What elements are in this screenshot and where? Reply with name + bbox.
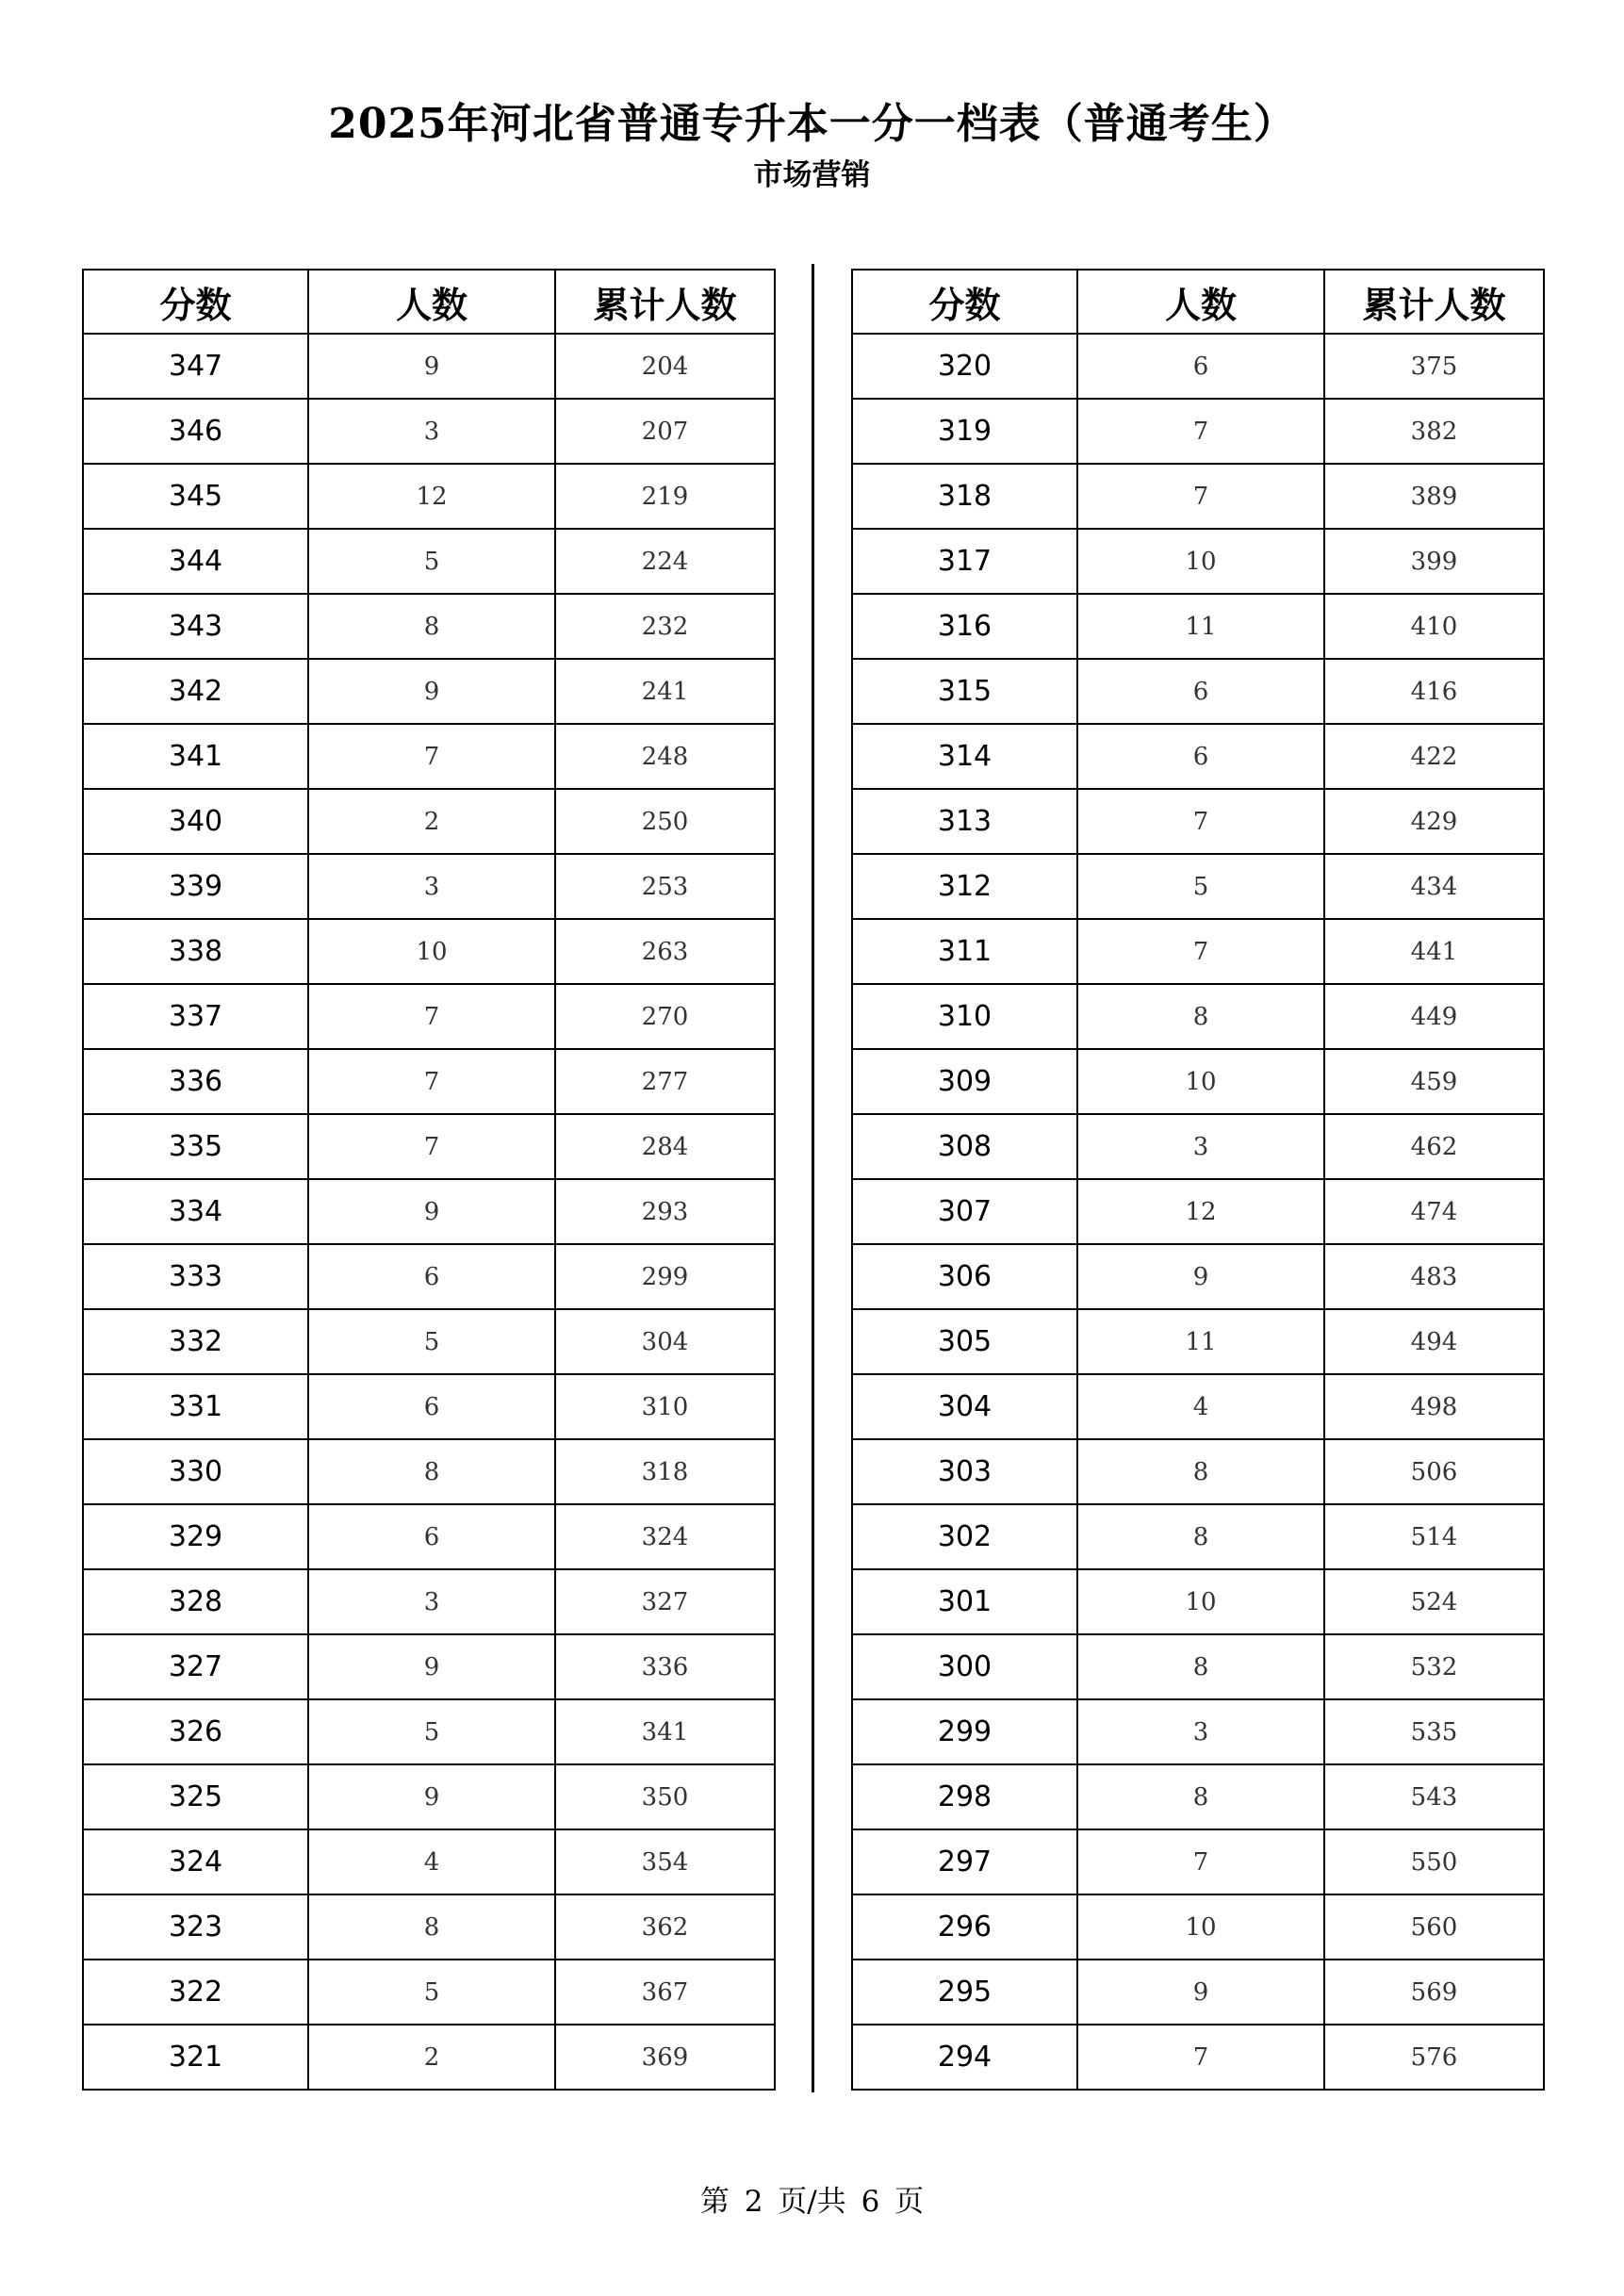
table-row xyxy=(852,659,1544,724)
count-cell: 7 xyxy=(1077,399,1324,464)
cumulative-cell: 535 xyxy=(1324,1699,1544,1764)
count-cell: 9 xyxy=(308,334,555,399)
score-cell: 339 xyxy=(83,854,308,919)
header-cumulative: 累计人数 xyxy=(1324,270,1544,334)
table-row xyxy=(852,1634,1544,1699)
cumulative-cell: 204 xyxy=(555,334,775,399)
cumulative-cell: 382 xyxy=(1324,399,1544,464)
count-cell: 7 xyxy=(1077,789,1324,854)
count-cell: 8 xyxy=(1077,1439,1324,1504)
table-row xyxy=(852,1374,1544,1439)
count-cell: 6 xyxy=(308,1244,555,1309)
cumulative-cell: 569 xyxy=(1324,1960,1544,2025)
cumulative-cell: 416 xyxy=(1324,659,1544,724)
table-row xyxy=(852,594,1544,659)
score-cell: 335 xyxy=(83,1114,308,1179)
score-cell: 319 xyxy=(852,399,1077,464)
cumulative-cell: 367 xyxy=(555,1960,775,2025)
score-cell: 341 xyxy=(83,724,308,789)
table-row xyxy=(852,1114,1544,1179)
header-score: 分数 xyxy=(852,270,1077,334)
score-cell: 347 xyxy=(83,334,308,399)
table-row xyxy=(83,1439,775,1504)
count-cell: 8 xyxy=(1077,1504,1324,1569)
count-cell: 4 xyxy=(308,1829,555,1894)
count-cell: 8 xyxy=(308,594,555,659)
score-cell: 307 xyxy=(852,1179,1077,1244)
cumulative-cell: 532 xyxy=(1324,1634,1544,1699)
cumulative-cell: 299 xyxy=(555,1244,775,1309)
count-cell: 3 xyxy=(1077,1114,1324,1179)
score-cell: 337 xyxy=(83,984,308,1049)
score-cell: 343 xyxy=(83,594,308,659)
cumulative-cell: 304 xyxy=(555,1309,775,1374)
score-cell: 297 xyxy=(852,1829,1077,1894)
count-cell: 9 xyxy=(1077,1244,1324,1309)
table-row xyxy=(83,919,775,984)
table-row xyxy=(852,724,1544,789)
score-cell: 304 xyxy=(852,1374,1077,1439)
table-row xyxy=(852,1960,1544,2025)
table-row xyxy=(852,1764,1544,1829)
cumulative-cell: 506 xyxy=(1324,1439,1544,1504)
cumulative-cell: 459 xyxy=(1324,1049,1544,1114)
count-cell: 7 xyxy=(1077,919,1324,984)
cumulative-cell: 253 xyxy=(555,854,775,919)
score-cell: 326 xyxy=(83,1699,308,1764)
table-row xyxy=(852,1894,1544,1960)
cumulative-cell: 263 xyxy=(555,919,775,984)
count-cell: 9 xyxy=(308,1764,555,1829)
cumulative-cell: 341 xyxy=(555,1699,775,1764)
score-cell: 312 xyxy=(852,854,1077,919)
table-row xyxy=(83,594,775,659)
score-cell: 329 xyxy=(83,1504,308,1569)
table-row xyxy=(83,1829,775,1894)
count-cell: 7 xyxy=(1077,2025,1324,2090)
page-footer: 第 2 页/共 6 页 xyxy=(699,2185,925,2219)
count-cell: 12 xyxy=(1077,1179,1324,1244)
cumulative-cell: 350 xyxy=(555,1764,775,1829)
count-cell: 8 xyxy=(1077,984,1324,1049)
score-cell: 331 xyxy=(83,1374,308,1439)
cumulative-cell: 441 xyxy=(1324,919,1544,984)
score-table-right-body xyxy=(852,334,1544,2090)
score-cell: 334 xyxy=(83,1179,308,1244)
table-row xyxy=(83,529,775,594)
table-row xyxy=(852,1309,1544,1374)
score-cell: 302 xyxy=(852,1504,1077,1569)
table-row xyxy=(83,1114,775,1179)
score-cell: 309 xyxy=(852,1049,1077,1114)
score-cell: 311 xyxy=(852,919,1077,984)
score-cell: 344 xyxy=(83,529,308,594)
table-row xyxy=(83,334,775,399)
table-row xyxy=(852,2025,1544,2090)
score-cell: 308 xyxy=(852,1114,1077,1179)
score-cell: 325 xyxy=(83,1764,308,1829)
table-row xyxy=(852,854,1544,919)
count-cell: 12 xyxy=(308,464,555,529)
count-cell: 7 xyxy=(308,1049,555,1114)
score-cell: 320 xyxy=(852,334,1077,399)
count-cell: 9 xyxy=(1077,1960,1324,2025)
count-cell: 7 xyxy=(1077,1829,1324,1894)
table-row xyxy=(83,659,775,724)
table-header-row xyxy=(852,270,1544,334)
count-cell: 7 xyxy=(308,724,555,789)
score-cell: 321 xyxy=(83,2025,308,2090)
table-row xyxy=(852,1504,1544,1569)
score-cell: 306 xyxy=(852,1244,1077,1309)
header-count: 人数 xyxy=(308,270,555,334)
table-row xyxy=(852,334,1544,399)
cumulative-cell: 318 xyxy=(555,1439,775,1504)
cumulative-cell: 207 xyxy=(555,399,775,464)
count-cell: 9 xyxy=(308,1179,555,1244)
table-row xyxy=(852,1439,1544,1504)
cumulative-cell: 241 xyxy=(555,659,775,724)
cumulative-cell: 277 xyxy=(555,1049,775,1114)
cumulative-cell: 434 xyxy=(1324,854,1544,919)
score-cell: 303 xyxy=(852,1439,1077,1504)
score-cell: 317 xyxy=(852,529,1077,594)
count-cell: 3 xyxy=(308,854,555,919)
table-row xyxy=(83,1699,775,1764)
score-cell: 323 xyxy=(83,1894,308,1960)
count-cell: 10 xyxy=(1077,529,1324,594)
score-cell: 315 xyxy=(852,659,1077,724)
score-cell: 318 xyxy=(852,464,1077,529)
count-cell: 5 xyxy=(308,1309,555,1374)
column-divider xyxy=(812,264,814,2092)
score-cell: 296 xyxy=(852,1894,1077,1960)
count-cell: 3 xyxy=(308,1569,555,1634)
count-cell: 6 xyxy=(308,1504,555,1569)
count-cell: 6 xyxy=(308,1374,555,1439)
table-row xyxy=(852,1829,1544,1894)
score-cell: 298 xyxy=(852,1764,1077,1829)
count-cell: 8 xyxy=(1077,1634,1324,1699)
table-row xyxy=(83,399,775,464)
table-row xyxy=(852,1244,1544,1309)
score-cell: 294 xyxy=(852,2025,1077,2090)
cumulative-cell: 410 xyxy=(1324,594,1544,659)
cumulative-cell: 498 xyxy=(1324,1374,1544,1439)
count-cell: 11 xyxy=(1077,1309,1324,1374)
cumulative-cell: 449 xyxy=(1324,984,1544,1049)
score-cell: 316 xyxy=(852,594,1077,659)
score-cell: 295 xyxy=(852,1960,1077,2025)
table-row xyxy=(83,1960,775,2025)
count-cell: 6 xyxy=(1077,659,1324,724)
score-cell: 336 xyxy=(83,1049,308,1114)
table-row xyxy=(83,2025,775,2090)
table-row xyxy=(83,724,775,789)
count-cell: 2 xyxy=(308,2025,555,2090)
score-cell: 305 xyxy=(852,1309,1077,1374)
score-cell: 322 xyxy=(83,1960,308,2025)
cumulative-cell: 375 xyxy=(1324,334,1544,399)
score-cell: 340 xyxy=(83,789,308,854)
cumulative-cell: 219 xyxy=(555,464,775,529)
count-cell: 2 xyxy=(308,789,555,854)
count-cell: 5 xyxy=(308,1960,555,2025)
table-row xyxy=(852,529,1544,594)
score-cell: 314 xyxy=(852,724,1077,789)
page-subtitle: 市场营销 xyxy=(753,158,871,192)
score-cell: 342 xyxy=(83,659,308,724)
count-cell: 3 xyxy=(1077,1699,1324,1764)
score-cell: 332 xyxy=(83,1309,308,1374)
score-cell: 346 xyxy=(83,399,308,464)
cumulative-cell: 336 xyxy=(555,1634,775,1699)
cumulative-cell: 514 xyxy=(1324,1504,1544,1569)
cumulative-cell: 362 xyxy=(555,1894,775,1960)
count-cell: 5 xyxy=(308,529,555,594)
count-cell: 10 xyxy=(1077,1049,1324,1114)
count-cell: 10 xyxy=(1077,1894,1324,1960)
table-row xyxy=(852,1179,1544,1244)
score-cell: 299 xyxy=(852,1699,1077,1764)
table-row xyxy=(83,1179,775,1244)
table-row xyxy=(83,1634,775,1699)
cumulative-cell: 422 xyxy=(1324,724,1544,789)
cumulative-cell: 524 xyxy=(1324,1569,1544,1634)
cumulative-cell: 560 xyxy=(1324,1894,1544,1960)
cumulative-cell: 293 xyxy=(555,1179,775,1244)
count-cell: 6 xyxy=(1077,724,1324,789)
table-row xyxy=(83,1569,775,1634)
cumulative-cell: 483 xyxy=(1324,1244,1544,1309)
cumulative-cell: 270 xyxy=(555,984,775,1049)
count-cell: 8 xyxy=(1077,1764,1324,1829)
score-cell: 328 xyxy=(83,1569,308,1634)
score-table-left-body xyxy=(83,334,775,2090)
count-cell: 7 xyxy=(308,1114,555,1179)
count-cell: 7 xyxy=(1077,464,1324,529)
header-count: 人数 xyxy=(1077,270,1324,334)
cumulative-cell: 550 xyxy=(1324,1829,1544,1894)
score-cell: 301 xyxy=(852,1569,1077,1634)
cumulative-cell: 224 xyxy=(555,529,775,594)
score-cell: 345 xyxy=(83,464,308,529)
count-cell: 8 xyxy=(308,1439,555,1504)
cumulative-cell: 429 xyxy=(1324,789,1544,854)
cumulative-cell: 354 xyxy=(555,1829,775,1894)
table-row xyxy=(83,1764,775,1829)
table-row xyxy=(852,984,1544,1049)
score-table-right xyxy=(851,269,1545,2091)
cumulative-cell: 474 xyxy=(1324,1179,1544,1244)
count-cell: 8 xyxy=(308,1894,555,1960)
table-row xyxy=(852,1569,1544,1634)
table-row xyxy=(83,1049,775,1114)
cumulative-cell: 494 xyxy=(1324,1309,1544,1374)
cumulative-cell: 250 xyxy=(555,789,775,854)
header-score: 分数 xyxy=(83,270,308,334)
cumulative-cell: 327 xyxy=(555,1569,775,1634)
score-cell: 338 xyxy=(83,919,308,984)
score-cell: 300 xyxy=(852,1634,1077,1699)
table-row xyxy=(852,399,1544,464)
table-header-row xyxy=(83,270,775,334)
cumulative-cell: 369 xyxy=(555,2025,775,2090)
table-row xyxy=(83,1504,775,1569)
table-row xyxy=(852,1049,1544,1114)
score-cell: 324 xyxy=(83,1829,308,1894)
table-row xyxy=(83,789,775,854)
count-cell: 11 xyxy=(1077,594,1324,659)
score-cell: 313 xyxy=(852,789,1077,854)
cumulative-cell: 543 xyxy=(1324,1764,1544,1829)
cumulative-cell: 310 xyxy=(555,1374,775,1439)
score-cell: 333 xyxy=(83,1244,308,1309)
score-cell: 310 xyxy=(852,984,1077,1049)
count-cell: 5 xyxy=(1077,854,1324,919)
count-cell: 9 xyxy=(308,659,555,724)
table-row xyxy=(83,464,775,529)
score-table-left xyxy=(82,269,776,2091)
table-row xyxy=(83,1374,775,1439)
count-cell: 3 xyxy=(308,399,555,464)
table-row xyxy=(83,1309,775,1374)
table-row xyxy=(852,789,1544,854)
count-cell: 10 xyxy=(1077,1569,1324,1634)
table-row xyxy=(852,464,1544,529)
table-row xyxy=(83,984,775,1049)
count-cell: 4 xyxy=(1077,1374,1324,1439)
cumulative-cell: 324 xyxy=(555,1504,775,1569)
header-cumulative: 累计人数 xyxy=(555,270,775,334)
cumulative-cell: 399 xyxy=(1324,529,1544,594)
table-row xyxy=(852,919,1544,984)
table-row xyxy=(83,854,775,919)
count-cell: 10 xyxy=(308,919,555,984)
count-cell: 5 xyxy=(308,1699,555,1764)
cumulative-cell: 389 xyxy=(1324,464,1544,529)
table-row xyxy=(83,1244,775,1309)
cumulative-cell: 284 xyxy=(555,1114,775,1179)
cumulative-cell: 248 xyxy=(555,724,775,789)
cumulative-cell: 232 xyxy=(555,594,775,659)
score-cell: 327 xyxy=(83,1634,308,1699)
table-row xyxy=(852,1699,1544,1764)
cumulative-cell: 462 xyxy=(1324,1114,1544,1179)
table-row xyxy=(83,1894,775,1960)
cumulative-cell: 576 xyxy=(1324,2025,1544,2090)
count-cell: 7 xyxy=(308,984,555,1049)
count-cell: 9 xyxy=(308,1634,555,1699)
score-cell: 330 xyxy=(83,1439,308,1504)
page-title: 2025年河北省普通专升本一分一档表（普通考生） xyxy=(328,100,1296,148)
count-cell: 6 xyxy=(1077,334,1324,399)
